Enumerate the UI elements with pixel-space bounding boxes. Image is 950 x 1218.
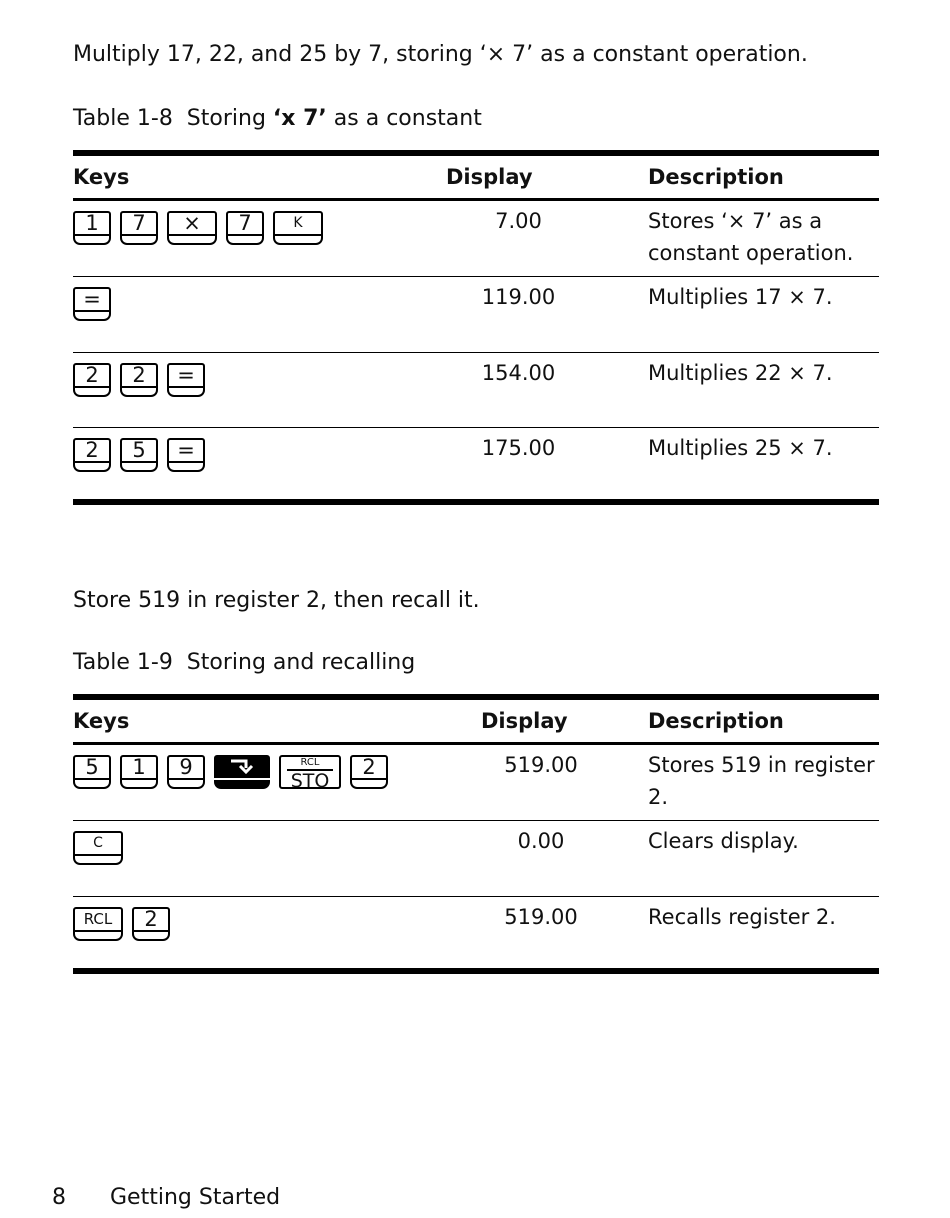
display-value: 119.00 xyxy=(446,277,591,353)
header-keys: Keys xyxy=(73,153,446,200)
caption-prefix: Table 1-8 Storing xyxy=(73,106,273,131)
key-7: 7 xyxy=(226,211,264,245)
description-text: Recalls register 2. xyxy=(601,897,879,971)
keys-cell xyxy=(73,428,446,502)
table-row xyxy=(73,744,879,821)
keys-cell xyxy=(73,744,481,821)
table-row xyxy=(73,200,879,277)
sto-label: STO xyxy=(287,769,333,791)
constant-key: K xyxy=(273,211,323,245)
table-header-row xyxy=(73,153,879,200)
enter-key xyxy=(214,755,270,789)
table-row xyxy=(73,897,879,971)
table-row xyxy=(73,353,879,428)
caption-bold: ‘x 7’ xyxy=(272,106,327,131)
table-row xyxy=(73,277,879,353)
description-text: Stores 519 in register 2. xyxy=(648,753,875,809)
key-5: 5 xyxy=(120,438,158,472)
rcl-shift-label: RCL xyxy=(300,757,320,768)
equals-key: = xyxy=(167,438,205,472)
description-text: Multiplies 25 × 7. xyxy=(591,428,879,502)
display-value: 0.00 xyxy=(481,821,601,897)
sto-key xyxy=(279,755,341,792)
display-value: 154.00 xyxy=(446,353,591,428)
keys-cell xyxy=(73,200,446,277)
table-caption-1-8 xyxy=(73,105,482,133)
enter-icon xyxy=(216,757,268,778)
key-2: 2 xyxy=(350,755,388,789)
table-caption-1-9: Table 1-9 Storing and recalling xyxy=(73,650,416,675)
key-5: 5 xyxy=(73,755,111,789)
page-number: 8 xyxy=(52,1185,66,1210)
key-2: 2 xyxy=(132,907,170,941)
keys-cell xyxy=(73,897,481,971)
intro-paragraph-1: Multiply 17, 22, and 25 by 7, storing ‘× 7’ as a constant operation. xyxy=(73,42,808,67)
header-description: Description xyxy=(591,153,879,200)
display-value: 7.00 xyxy=(495,209,542,233)
table-1-9 xyxy=(73,694,879,974)
key-2: 2 xyxy=(120,363,158,397)
key-7: 7 xyxy=(120,211,158,245)
description-text: Clears display. xyxy=(601,821,879,897)
equals-key: = xyxy=(167,363,205,397)
table-header-row xyxy=(73,697,879,744)
display-value: 519.00 xyxy=(504,753,578,777)
description-text: Multiplies 22 × 7. xyxy=(591,353,879,428)
equals-key: = xyxy=(73,287,111,321)
header-display: Display xyxy=(446,153,591,200)
key-1: 1 xyxy=(120,755,158,789)
keys-cell xyxy=(73,277,446,353)
keys-cell xyxy=(73,353,446,428)
key-2: 2 xyxy=(73,438,111,472)
key-2: 2 xyxy=(73,363,111,397)
caption-suffix: as a constant xyxy=(326,106,482,131)
table-1-8 xyxy=(73,150,879,505)
table-row xyxy=(73,821,879,897)
running-footer-title: Getting Started xyxy=(110,1185,281,1210)
multiply-key: × xyxy=(167,211,217,245)
description-text: Stores ‘× 7’ as a constant operation. xyxy=(648,209,854,265)
key-1: 1 xyxy=(73,211,111,245)
table-row xyxy=(73,428,879,502)
header-keys: Keys xyxy=(73,697,481,744)
keys-cell xyxy=(73,821,481,897)
description-text: Multiplies 17 × 7. xyxy=(591,277,879,353)
display-value: 175.00 xyxy=(446,428,591,502)
header-display: Display xyxy=(481,697,601,744)
key-9: 9 xyxy=(167,755,205,789)
intro-paragraph-2: Store 519 in register 2, then recall it. xyxy=(73,588,480,613)
display-value: 519.00 xyxy=(481,897,601,971)
header-description: Description xyxy=(601,697,879,744)
rcl-key: RCL xyxy=(73,907,123,941)
clear-key: C xyxy=(73,831,123,865)
